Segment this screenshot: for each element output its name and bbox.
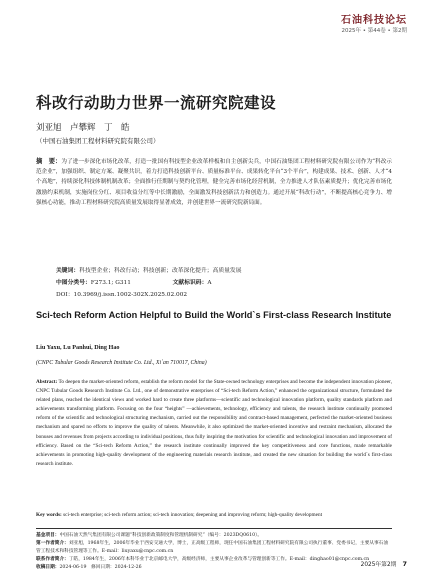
footnote-first-author xyxy=(36,540,392,556)
footnotes xyxy=(36,532,392,572)
journal-name: 石油科技论坛 xyxy=(341,15,407,26)
footnote-text: 丁皓，1984年生，2006年本科毕业于北京邮电大学，高级经济师，主要从事企业改革与管理创新等工作。E-mail：dinghao01@cnpc.com.cn xyxy=(68,557,370,562)
journal-issue: 2025年 • 第44卷 • 第2期 xyxy=(341,28,407,34)
authors-en: Liu Yaxu, Lu Panhui, Ding Hao xyxy=(36,344,120,351)
footnote-text: 刘亚旭，1968年生，2006年毕业于西安交通大学，博士，正高级工程师，现任中国石油集团工程材料研究院有限公司执行董事、党委书记，主要从事石油管工程技术和科技管理等工作。E-mail：liuyaxu@cnpc.com.cn xyxy=(36,541,389,554)
abstract-cn-text: 为了进一步深化市场化改革，打造一批国有科技型企业改革样板和自主创新尖兵，中国石油集团工程材料研究院有限公司作为“科改示范企业”，加强组织、制定方案、凝聚共识，着力打造科技创新平台、质量标准平台、成果转化平台“3个平台”，构建成果、技术、创新、人才“4个高地”，持续深化科技体制机制改革；全面推行任期制与契约化管理，健全完善市场化经营机制，全力推进人才队伍素质提升；优化完善市场化激励约束机制，实施岗位分红、项目收益分红等中长期激励，全面激发科技创新活力和创造力。通过开展“科改行动”，不断提高核心竞争力、增强核心功能，推动工程材料研究院高质量发展取得显著成效，并创建世界一流研究院新局面。 xyxy=(36,159,392,206)
clc-value: F273.1; G311 xyxy=(90,280,131,286)
keywords-en xyxy=(36,512,322,518)
footnote-dates xyxy=(36,564,392,572)
doc-code-value: A xyxy=(207,280,212,286)
footnote-label: 联系作者简介： xyxy=(36,557,69,562)
doc-code-label: 文献标识码： xyxy=(172,280,208,286)
footnote-label: 收稿日期： xyxy=(36,565,60,570)
footnote-divider xyxy=(36,528,392,529)
footnote-label: 第一作者简介： xyxy=(36,541,69,546)
page-footer xyxy=(361,559,407,568)
doi-label: DOI： xyxy=(56,292,74,298)
classification-line xyxy=(56,277,212,286)
affiliation-cn: （中国石油集团工程材料研究院有限公司） xyxy=(36,137,160,145)
abstract-cn-label: 摘 要： xyxy=(36,158,62,165)
keywords-cn xyxy=(56,265,242,274)
article-title-en: Sci-tech Reform Action Helpful to Build the World`s First-class Research Institute xyxy=(36,310,392,320)
clc-label: 中图分类号： xyxy=(56,280,91,286)
affiliation-en: (CNPC Tubular Goods Research Institute Co. Ltd., Xi`an 710017, China) xyxy=(36,360,207,366)
footnote-label: 基金项目： xyxy=(36,533,60,538)
abstract-en xyxy=(36,378,392,469)
footnote-funding xyxy=(36,532,392,540)
keywords-en-text: sci-tech enterprise; sci-tech reform action; sci-tech innovation; deepening and improving reform; high-quality development xyxy=(63,512,323,518)
keywords-cn-label: 关键词： xyxy=(56,268,80,274)
doi-value: 10.3969/j.issn.1002-302X.2025.02.002 xyxy=(73,292,188,298)
footnote-contact-author xyxy=(36,556,392,564)
doi-line xyxy=(56,289,187,298)
article-title-cn: 科改行动助力世界一流研究院建设 xyxy=(36,94,277,112)
page-number: 7 xyxy=(402,560,407,568)
footnote-text: 中国石油天然气集团有限公司课题“科技创新政策制度和管理机制研究”（编号：2023DQ0610）。 xyxy=(59,533,263,538)
abstract-en-label: Abstract: xyxy=(36,379,58,385)
keywords-en-label: Key words: xyxy=(36,512,62,518)
footer-issue: 2025年第2期 xyxy=(360,562,397,568)
authors-cn: 刘亚旭 卢攀辉 丁 皓 xyxy=(36,123,130,133)
abstract-cn xyxy=(36,157,392,208)
keywords-cn-text: 科技型企业；科改行动；科技创新；改革深化提升；高质量发展 xyxy=(79,268,242,274)
abstract-en-text: To deepen the market-oriented reform, establish the reform model for the State-owned technology enterprises and become the independent innovation pioneer, CNPC Tubular Goods Research Institute Co. Ltd., one of demonstrative enterprises of “Sci-tech Reform Action,” enhanced the organizational structure, formulated the related plans, reached the identical views and worked hard to create three platforms—scientific and technological innovation platform, quality standards platform and achievements transforming platform. Focusing on the four “heights” —achievements, technology, efficiency and talents, the research institute continually promoted reform of the scientific and technological structuring mechanism, carried out the responsibility and contract-based management, perfected the market-oriented business mechanism and spared no efforts to improve the quality of talents. Meanwhile, it also optimized the market-oriented incentive and restraint mechanism, allocated the bonuses and revenues from projects according to individual positions, thus fully inspiring the motivation for scientific and technological innovation and improvement of efficiency. Based on the “Sci-tech Reform Action,” the research institute continually improved the key competitiveness and core functions, made remarkable achievements in promoting high-quality development of the engineering materials research institute, and created the new situation for building the world`s first-class research institute. xyxy=(36,379,393,467)
footnote-text: 2024-06-19 修回日期：2024-12-26 xyxy=(59,565,142,570)
